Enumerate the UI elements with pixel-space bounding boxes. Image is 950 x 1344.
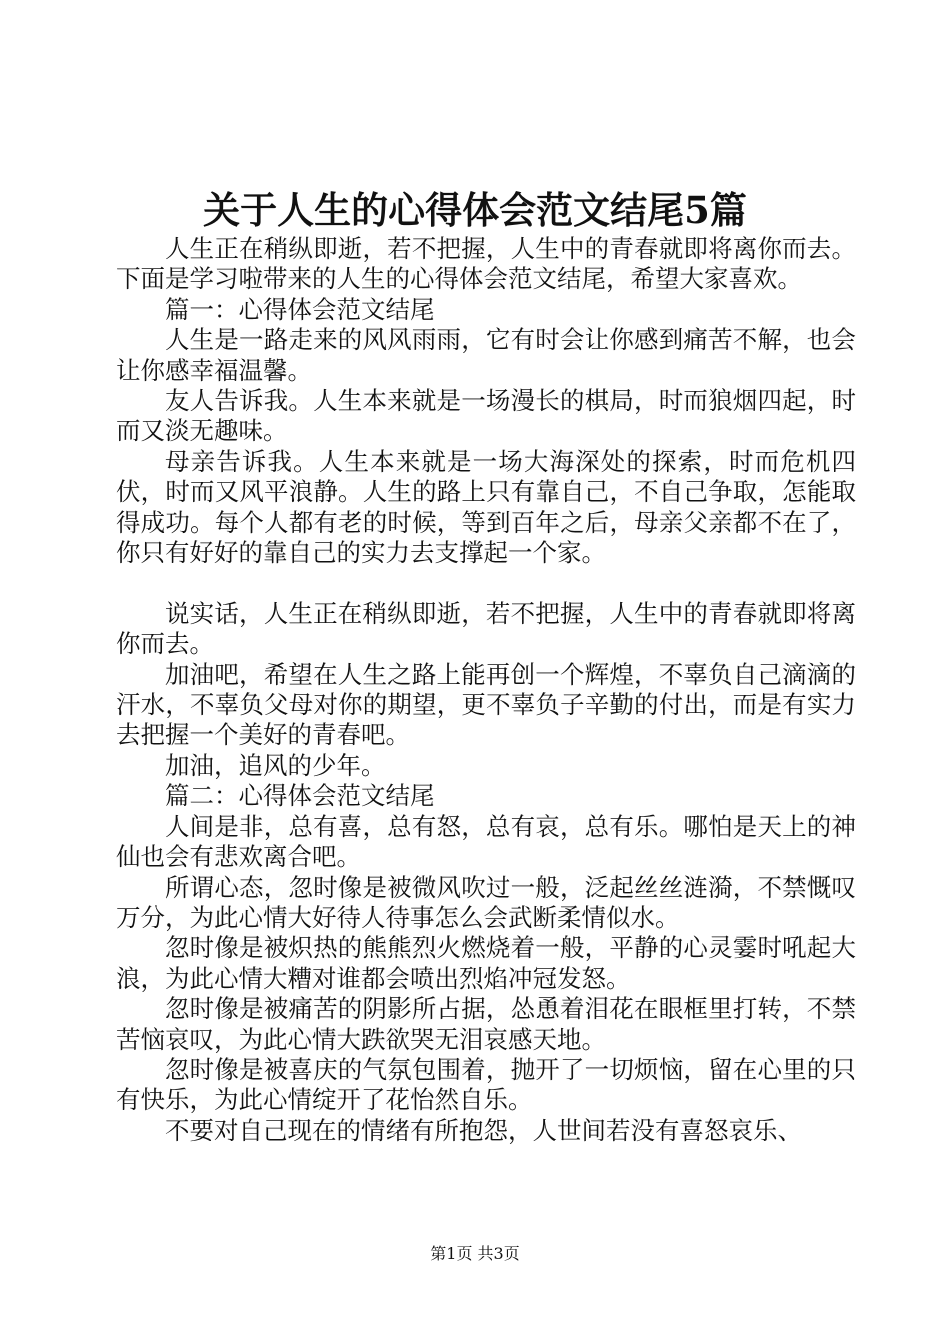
document-title: 关于人生的心得体会范文结尾5篇 (203, 188, 747, 232)
body-paragraph: 忽时像是被喜庆的气氛包围着，抛开了一切烦恼，留在心里的只有快乐，为此心情绽开了花怡然自乐。 (116, 1054, 856, 1115)
document-body (116, 234, 856, 1146)
body-paragraph: 母亲告诉我。人生本来就是一场大海深处的探索，时而危机四伏，时而又风平浪静。人生的路上只有靠自己，不自己争取，怎能取得成功。每个人都有老的时候，等到百年之后，母亲父亲都不在了，你只有好好的靠自己的实力去支撑起一个家。 (116, 446, 856, 568)
page-footer: 第1页 共3页 (430, 1244, 520, 1263)
body-paragraph: 不要对自己现在的情绪有所抱怨，人世间若没有喜怒哀乐、 (165, 1115, 802, 1145)
body-paragraph: 人生是一路走来的风风雨雨，它有时会让你感到痛苦不解，也会让你感幸福温馨。 (116, 325, 856, 385)
body-paragraph: 人间是非，总有喜，总有怒，总有哀，总有乐。哪怕是天上的神仙也会有悲欢离合吧。 (116, 811, 856, 872)
body-paragraph: 忽时像是被痛苦的阴影所占据，怂恿着泪花在眼框里打转，不禁苦恼哀叹，为此心情大跌欲哭无泪哀感天地。 (116, 994, 856, 1054)
intro-paragraph: 人生正在稍纵即逝，若不把握，人生中的青春就即将离你而去。下面是学习啦带来的人生的心得体会范文结尾，希望大家喜欢。 (116, 234, 856, 294)
body-paragraph: 友人告诉我。人生本来就是一场漫长的棋局，时而狼烟四起，时而又淡无趣味。 (116, 386, 856, 446)
section-heading-1: 篇一：心得体会范文结尾 (165, 294, 435, 324)
body-paragraph: 加油，追风的少年。 (165, 750, 386, 780)
body-paragraph: 忽时像是被炽热的熊熊烈火燃烧着一般，平静的心灵霎时吼起大浪，为此心情大糟对谁都会喷出烈焰冲冠发怒。 (116, 933, 856, 993)
body-paragraph: 所谓心态，忽时像是被微风吹过一般，泛起丝丝涟漪，不禁慨叹万分，为此心情大好待人待事怎么会武断柔情似水。 (116, 872, 856, 932)
section-heading-2: 篇二：心得体会范文结尾 (165, 781, 435, 811)
body-paragraph: 加油吧，希望在人生之路上能再创一个辉煌，不辜负自己滴滴的汗水，不辜负父母对你的期望，更不辜负子辛勤的付出，而是有实力去把握一个美好的青春吧。 (116, 659, 856, 750)
body-paragraph: 说实话，人生正在稍纵即逝，若不把握，人生中的青春就即将离你而去。 (116, 598, 856, 659)
